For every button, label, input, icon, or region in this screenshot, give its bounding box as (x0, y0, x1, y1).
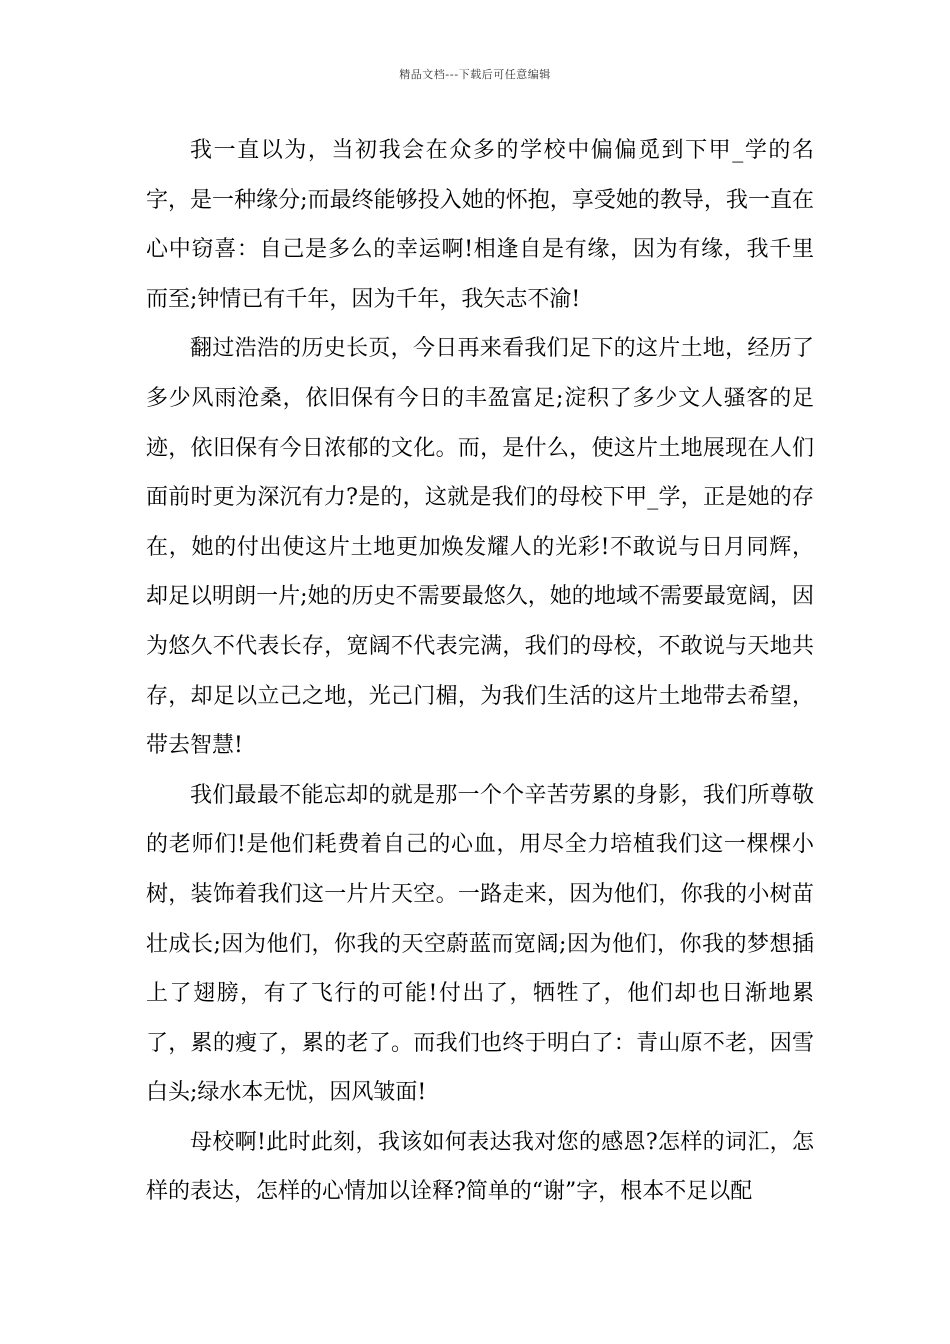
document-body (146, 126, 814, 1217)
paragraph-4: 母校啊!此时此刻，我该如何表达我对您的感恩?怎样的词汇，怎样的表达，怎样的心情加以诠释?简单的“谢”字，根本不足以配 (146, 1129, 814, 1205)
paragraph-3: 我们最最不能忘却的就是那一个个辛苦劳累的身影，我们所尊敬的老师们!是他们耗费着自己的心血，用尽全力培植我们这一棵棵小树，装饰着我们这一片片天空。一路走来，因为他们，你我的小树苗壮成长;因为他们，你我的天空蔚蓝而宽阔;因为他们，你我的梦想插上了翅膀，有了飞行的可能!付出了，牺牲了，他们却也日渐地累了，累的瘦了，累的老了。而我们也终于明白了：青山原不老，因雪白头;绿水本无忧，因风皱面! (146, 782, 814, 1106)
paragraph-1: 我一直以为，当初我会在众多的学校中偏偏觅到下甲_学的名字，是一种缘分;而最终能够投入她的怀抱，享受她的教导，我一直在心中窃喜：自己是多么的幸运啊!相逢自是有缘，因为有缘，我千里而至;钟情已有千年，因为千年，我矢志不渝! (146, 138, 814, 312)
page-header: 精品文档---下载后可任意编辑 (399, 68, 551, 81)
paragraph-2: 翻过浩浩的历史长页，今日再来看我们足下的这片土地，经历了多少风雨沧桑，依旧保有今日的丰盈富足;淀积了多少文人骚客的足迹，依旧保有今日浓郁的文化。而，是什么，使这片土地展现在人们面前时更为深沉有力?是的，这就是我们的母校下甲_学，正是她的存在，她的付出使这片土地更加焕发耀人的光彩!不敢说与日月同辉，却足以明朗一片;她的历史不需要最悠久，她的地域不需要最宽阔，因为悠久不代表长存，宽阔不代表完满，我们的母校，不敢说与天地共存，却足以立己之地，光己门楣，为我们生活的这片土地带去希望，带去智慧! (146, 336, 814, 759)
